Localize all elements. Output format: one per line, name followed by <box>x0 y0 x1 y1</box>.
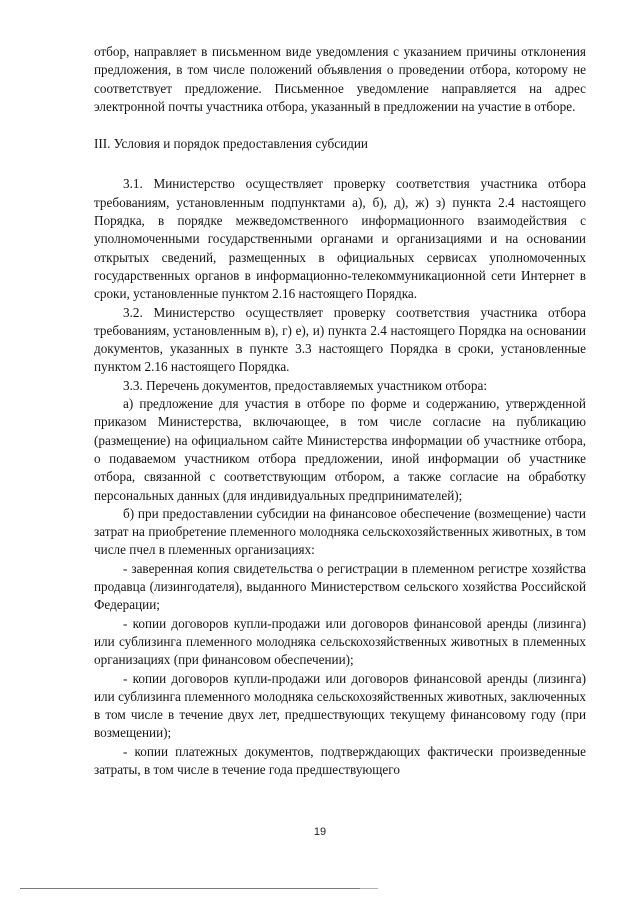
list-item-contracts-financing: - копии договоров купли-продажи или договоров финансовой аренды (лизинга) или сублизинга племенного молодняка сельскохозяйственных животных в племенных организациях (при финансовом обеспечении); <box>94 615 586 668</box>
section-heading: III. Условия и порядок предоставления субсидии <box>94 136 368 152</box>
page-number: 19 <box>313 826 327 838</box>
footer-divider <box>20 888 360 889</box>
subparagraph-a: а) предложение для участия в отборе по форме и содержанию, утвержденной приказом Министерства, включающее, в том числе согласие на публикацию (размещение) на официальном сайте Министерства информации об участнике отбора, о подаваемом участником отбора предложении, иной информации об участнике отбора, связанной с соответствующим отбором, а также согласие на обработку персональных данных (для индивидуальных предпринимателей); <box>94 396 586 503</box>
paragraph-3-3: 3.3. Перечень документов, предоставляемых участником отбора: <box>123 377 488 393</box>
list-item-registry-certificate: - заверенная копия свидетельства о регистрации в племенном регистре хозяйства продавца (лизингодателя), выданного Министерством сельского хозяйства Российской Федерации; <box>94 560 586 613</box>
list-item-contracts-reimbursement: - копии договоров купли-продажи или договоров финансовой аренды (лизинга) или сублизинга племенного молодняка сельскохозяйственных животных, заключенных в том числе в течение двух лет, предшествующих текущему финансовому году (при возмещении); <box>94 670 586 741</box>
document-page <box>94 43 586 779</box>
paragraph-3-2: 3.2. Министерство осуществляет проверку соответствия участника отбора требованиям, установленным в), г) е), и) пункта 2.4 настоящего Порядка на основании документов, указанных в пункте 3.3 настоящего Порядка в сроки, установленные пунктом 2.16 настоящего Порядка. <box>94 304 586 375</box>
paragraph-3-1: 3.1. Министерство осуществляет проверку соответствия участника отбора требованиям, установленным подпунктами а), б), д), ж) з) пункта 2.4 настоящего Порядка, в порядке межведомственного информационного взаимодействия с уполномоченными государственными органами и организациями и на основании открытых сведений, размещенных в официальных сервисах уполномоченных государственных органов в информационно-телекоммуникационной сети Интернет в сроки, установленные пунктом 2.16 настоящего Порядка. <box>94 176 586 302</box>
footer-divider-segment <box>360 888 378 889</box>
list-item-payment-documents: - копии платежных документов, подтверждающих фактически произведенные затраты, в том числе в течение года предшествующего <box>94 743 586 777</box>
continuation-paragraph: отбор, направляет в письменном виде уведомления с указанием причины отклонения предложения, в том числе положений объявления о проведении отбора, которому не соответствует предложение. Письменное уведомление направляется на адрес электронной почты участника отбора, указанный в предложении на участие в отборе. <box>94 44 586 114</box>
subparagraph-b: б) при предоставлении субсидии на финансовое обеспечение (возмещение) части затрат на приобретение племенного молодняка сельскохозяйственных животных, в том числе пчел в племенных организациях: <box>94 505 586 558</box>
